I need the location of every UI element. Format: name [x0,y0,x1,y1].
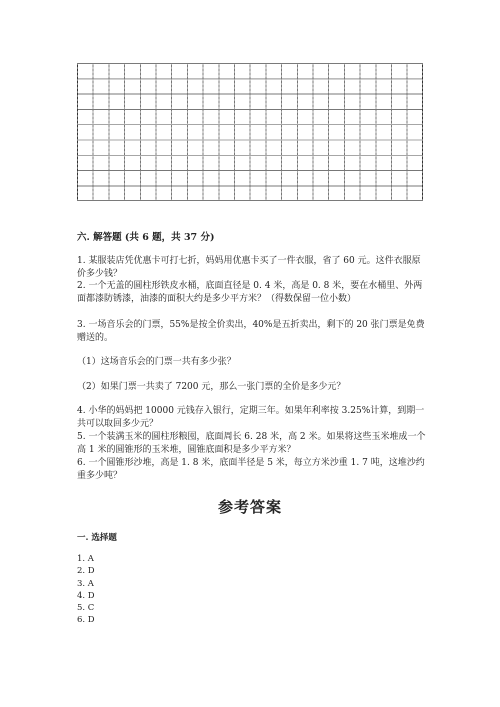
question-3-part-1: （1）这场音乐会的门票一共有多少张？ [77,357,236,367]
grid-paper [77,63,423,201]
answer-item: 5. C [77,603,95,614]
answer-item: 2. D [77,566,95,577]
answer-item: 6. D [77,615,95,626]
answer-item: 4. D [77,590,95,601]
answer-item: 1. A [77,554,94,564]
answer-item: 3. A [77,578,94,589]
question-4: 4. 小华的妈妈把 10000 元钱存入银行，定期三年。如果年利率按 3.25%计算，到期一共可以取回多少元？ [77,406,425,430]
question-3: 3. 一场音乐会的门票，55%是按全价卖出，40%是五折卖出，剩下的 20 张门票是免费赠送的。 [77,320,425,344]
answers-title: 参考答案 [217,498,282,516]
section-title-solve: 六. 解答题 (共 6 题，共 37 分) [77,232,215,243]
answers-section-title: 一. 选择题 [77,533,117,543]
answer-list [77,553,95,627]
question-1: 1. 某服装店凭优惠卡可打七折，妈妈用优惠卡买了一件衣服，省了 60 元。这件衣服原价多少钱？ [77,256,421,280]
question-5: 5. 一个装满玉米的圆柱形粮囤，底面周长 6. 28 米，高 2 米。如果将这些玉米堆成一个高 1 米的圆锥形的玉米堆，圆锥底面积是多少平方米？ [77,432,426,456]
question-2: 2. 一个无盖的圆柱形铁皮水桶，底面直径是 0. 4 米，高是 0. 8 米，要在水桶里、外两面都漆防锈漆，油漆的面积大约是多少平方米？（得数保留一位小数） [77,281,423,305]
question-6: 6. 一个圆锥形沙堆，高是 1. 8 米，底面半径是 5 米，每立方米沙重 1. 7 吨，这堆沙约重多少吨？ [77,458,425,482]
question-3-part-2: （2）如果门票一共卖了 7200 元，那么一张门票的全价是多少元？ [77,382,346,392]
